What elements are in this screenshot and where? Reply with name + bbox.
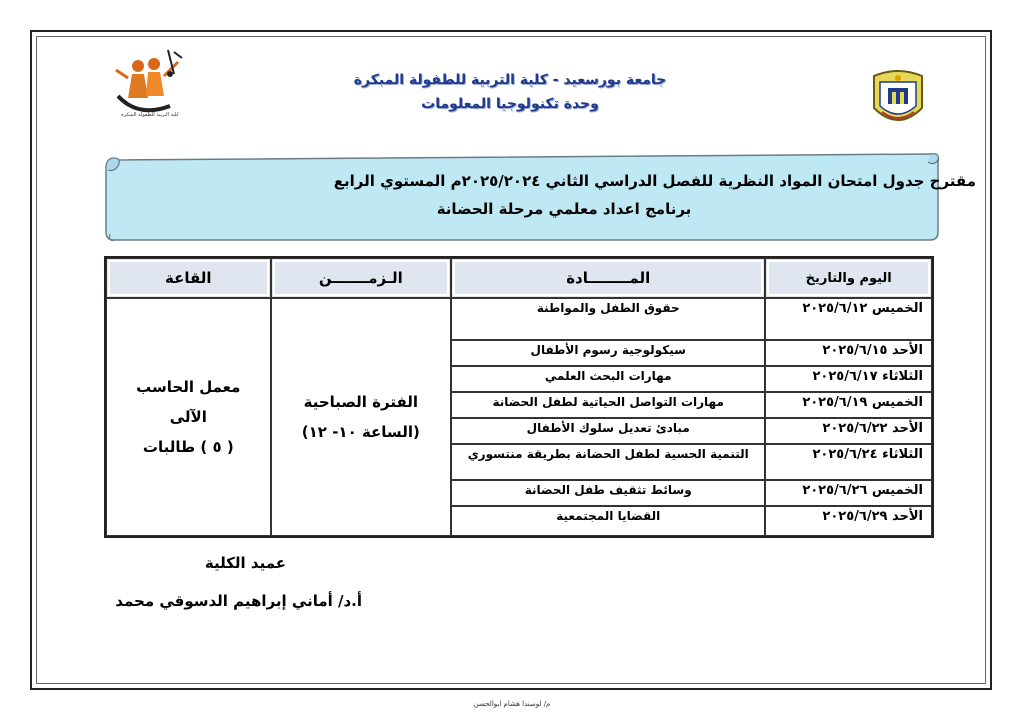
faculty-logo	[108, 44, 192, 120]
row-subject: التنمية الحسية لطفل الحضانة بطريقة منتسوري	[451, 444, 765, 480]
row-date: الثلاثاء ٢٠٢٥/٦/١٧	[765, 366, 932, 392]
row-date: الخميس ٢٠٢٥/٦/١٢	[765, 298, 932, 340]
row-date: الثلاثاء ٢٠٢٥/٦/٢٤	[765, 444, 932, 480]
banner-title-line1: مقترح جدول امتحان المواد النظرية للفصل الدراسي الثاني ٢٠٢٥/٢٠٢٤م المستوي الرابع	[333, 172, 976, 190]
row-subject: مبادئ تعديل سلوك الأطفال	[451, 418, 765, 444]
table-header-row	[106, 258, 932, 298]
row-subject: حقوق الطفل والمواطنة	[451, 298, 765, 340]
dean-title: عميد الكلية	[204, 554, 286, 572]
table-row	[106, 298, 932, 340]
row-date: الخميس ٢٠٢٥/٦/١٩	[765, 392, 932, 418]
row-subject: وسائط تثقيف طفل الحضانة	[451, 480, 765, 506]
dean-name: أ.د/ أماني إبراهيم الدسوقي محمد	[115, 592, 362, 610]
row-date: الأحد ٢٠٢٥/٦/١٥	[765, 340, 932, 366]
exam-time-cell	[271, 298, 451, 536]
header-subject: المــــــــادة	[451, 258, 765, 298]
row-date: الخميس ٢٠٢٥/٦/٢٦	[765, 480, 932, 506]
university-logo	[866, 68, 930, 134]
room-capacity: ( ٥ ) طالبات	[142, 438, 234, 456]
university-name: جامعة بورسعيد - كلية التربية للطفولة المبكرة	[353, 72, 667, 88]
header-room: القاعة	[106, 258, 271, 298]
svg-text:كلية التربية للطفولة المبكرة: كلية التربية للطفولة المبكرة	[121, 112, 179, 118]
time-hours: (الساعة ١٠- ١٢)	[301, 423, 420, 441]
room-name: معمل الحاسب الآلى	[136, 378, 241, 426]
row-date: الأحد ٢٠٢٥/٦/٢٢	[765, 418, 932, 444]
row-subject: مهارات التواصل الحياتية لطفل الحضانة	[451, 392, 765, 418]
header-date: اليوم والتاريخ	[765, 258, 932, 298]
unit-name: وحدة تكنولوجيا المعلومات	[421, 96, 599, 112]
title-banner	[104, 150, 976, 244]
header-time: الـزمـــــــن	[271, 258, 451, 298]
row-subject: سيكولوجية رسوم الأطفال	[451, 340, 765, 366]
time-period: الفترة الصباحية	[303, 393, 419, 411]
banner-title-line2: برنامج اعداد معلمي مرحلة الحضانة	[436, 200, 692, 218]
exam-room-cell	[106, 298, 271, 536]
row-date: الأحد ٢٠٢٥/٦/٢٩	[765, 506, 932, 536]
row-subject: مهارات البحث العلمي	[451, 366, 765, 392]
footer-credit: م/ لوسندا هشام ابوالحسن	[473, 700, 551, 708]
exam-schedule-table	[104, 256, 934, 538]
row-subject: القضايا المجتمعية	[451, 506, 765, 536]
